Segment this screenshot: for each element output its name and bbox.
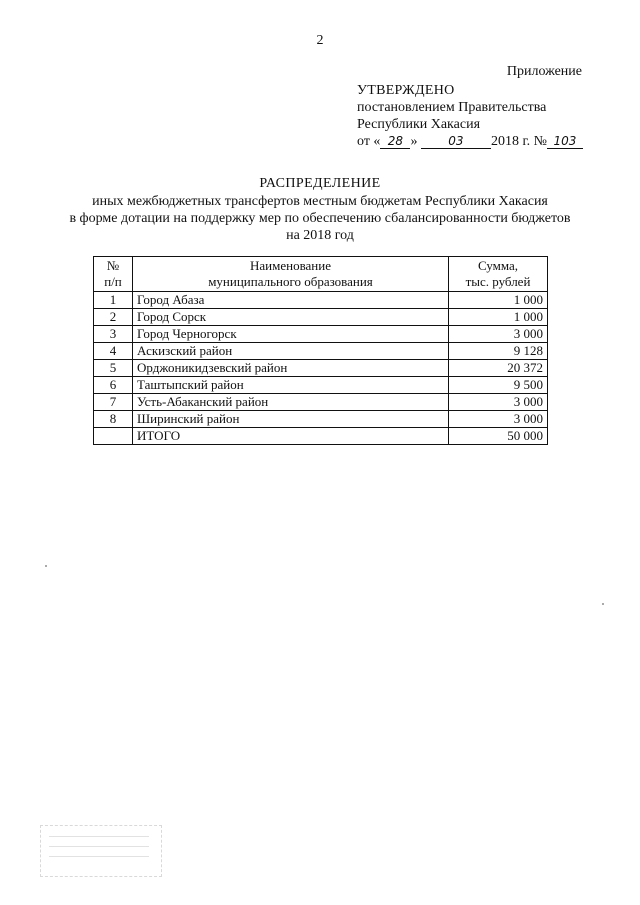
table-header-row <box>94 257 548 292</box>
cell-number: 5 <box>94 360 133 377</box>
approval-line-1: постановлением Правительства <box>357 100 547 115</box>
header-number-line-1: № <box>106 258 120 273</box>
cell-name: Орджоникидзевский район <box>133 360 449 377</box>
cell-sum: 20 372 <box>449 360 548 377</box>
cell-sum: 1 000 <box>449 292 548 309</box>
table-row <box>94 343 548 360</box>
date-separator: » <box>410 134 418 149</box>
table-row <box>94 360 548 377</box>
approval-dateline <box>357 133 583 150</box>
cell-name: Аскизский район <box>133 343 449 360</box>
cell-number: 3 <box>94 326 133 343</box>
cell-name: Ширинский район <box>133 411 449 428</box>
approval-line-2: Республики Хакасия <box>357 117 481 132</box>
cell-number: 7 <box>94 394 133 411</box>
table-row <box>94 292 548 309</box>
margin-mark <box>602 603 604 605</box>
title-heading: РАСПРЕДЕЛЕНИЕ <box>259 176 381 191</box>
cell-sum: 50 000 <box>449 428 548 445</box>
cell-sum: 1 000 <box>449 309 548 326</box>
table-body <box>94 292 548 445</box>
page-number: 2 <box>316 33 324 48</box>
handwritten-day: 28 <box>380 134 410 149</box>
table-row <box>94 377 548 394</box>
cell-sum: 3 000 <box>449 394 548 411</box>
cell-name: Таштыпский район <box>133 377 449 394</box>
table-row <box>94 326 548 343</box>
table-total-row <box>94 428 548 445</box>
table-row <box>94 394 548 411</box>
cell-name: ИТОГО <box>133 428 449 445</box>
cell-number: 2 <box>94 309 133 326</box>
header-number-line-2: п/п <box>104 274 122 289</box>
cell-name: Город Сорск <box>133 309 449 326</box>
cell-name: Город Черногорск <box>133 326 449 343</box>
title-line-3: на 2018 год <box>286 228 354 243</box>
cell-sum: 9 128 <box>449 343 548 360</box>
approval-title: УТВЕРЖДЕНО <box>357 83 455 98</box>
cell-number: 1 <box>94 292 133 309</box>
cell-name: Усть-Абаканский район <box>133 394 449 411</box>
document-title <box>0 175 640 244</box>
cell-number <box>94 428 133 445</box>
appendix-label: Приложение <box>506 64 582 79</box>
header-name-line-2: муниципального образования <box>208 274 373 289</box>
faded-stamp <box>40 825 162 877</box>
cell-sum: 3 000 <box>449 411 548 428</box>
date-prefix: от « <box>357 134 381 149</box>
table-row <box>94 309 548 326</box>
header-name-line-1: Наименование <box>250 258 331 273</box>
header-sum <box>449 257 548 292</box>
handwritten-month: 03 <box>421 134 491 149</box>
distribution-table <box>93 256 548 445</box>
cell-name: Город Абаза <box>133 292 449 309</box>
cell-number: 6 <box>94 377 133 394</box>
header-sum-line-1: Сумма, <box>477 258 519 273</box>
margin-mark <box>45 565 47 567</box>
header-name <box>133 257 449 292</box>
title-line-2: в форме дотации на поддержку мер по обеспечению сбалансированности бюджетов <box>69 211 571 226</box>
approval-block <box>357 82 583 150</box>
cell-number: 8 <box>94 411 133 428</box>
header-number <box>94 257 133 292</box>
title-line-1: иных межбюджетных трансфертов местным бюджетам Республики Хакасия <box>92 194 548 209</box>
cell-sum: 3 000 <box>449 326 548 343</box>
cell-sum: 9 500 <box>449 377 548 394</box>
table-row <box>94 411 548 428</box>
year-text: 2018 г. № <box>490 134 547 149</box>
header-sum-line-2: тыс. рублей <box>465 274 531 289</box>
cell-number: 4 <box>94 343 133 360</box>
handwritten-number: 103 <box>547 134 583 149</box>
